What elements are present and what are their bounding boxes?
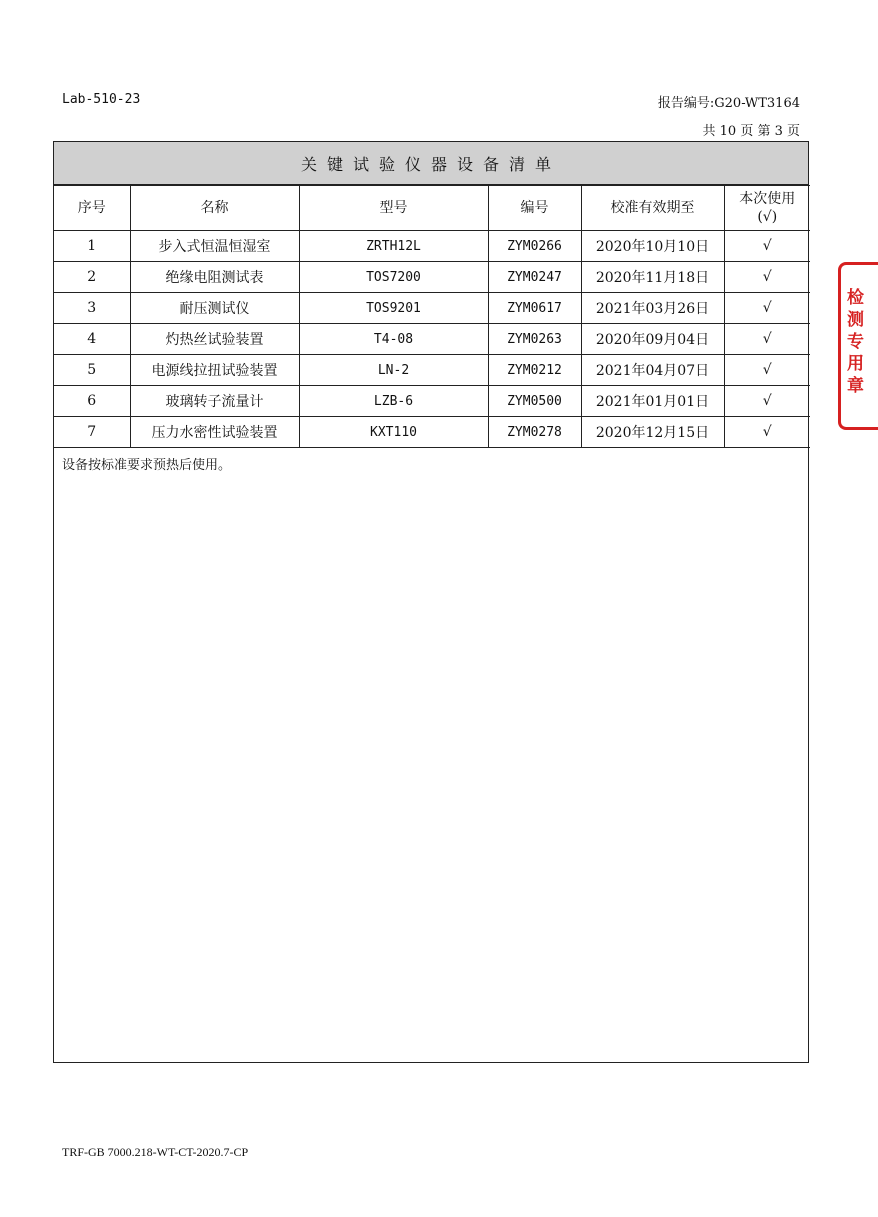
cell-no: 4: [54, 324, 130, 355]
cell-used: √: [724, 355, 810, 386]
cell-name: 电源线拉扭试验装置: [130, 355, 299, 386]
cell-code: ZYM0278: [488, 417, 581, 448]
cell-valid-until: 2020年11月18日: [581, 262, 724, 293]
note-cell: [54, 448, 810, 1061]
table-row: [54, 417, 810, 448]
page-info: 共 10 页 第 3 页: [702, 124, 800, 139]
cell-model: LN-2: [299, 355, 488, 386]
cell-valid-until: 2020年12月15日: [581, 417, 724, 448]
cell-code: ZYM0500: [488, 386, 581, 417]
note-text: 设备按标准要求预热后使用。: [62, 458, 232, 473]
cell-name: 耐压测试仪: [130, 293, 299, 324]
cell-used: √: [724, 293, 810, 324]
cell-valid-until: 2021年01月01日: [581, 386, 724, 417]
table-row: [54, 355, 810, 386]
report-number: [658, 92, 800, 111]
table-title: 关键试验仪器设备清单: [54, 142, 808, 185]
cell-valid-until: 2020年09月04日: [581, 324, 724, 355]
cell-code: ZYM0617: [488, 293, 581, 324]
col-header-used-label: 本次使用: [739, 191, 796, 207]
table-row: [54, 262, 810, 293]
cell-model: KXT110: [299, 417, 488, 448]
table-row: [54, 231, 810, 262]
cell-name: 灼热丝试验装置: [130, 324, 299, 355]
cell-used: √: [724, 386, 810, 417]
col-header-name: 名称: [130, 186, 299, 231]
cell-code: ZYM0212: [488, 355, 581, 386]
report-number-label: 报告编号:: [657, 96, 715, 111]
cell-code: ZYM0263: [488, 324, 581, 355]
note-row: [54, 448, 810, 1061]
cell-used: √: [724, 262, 810, 293]
col-header-used-mark: (√): [757, 209, 778, 225]
cell-name: 步入式恒温恒湿室: [130, 231, 299, 262]
cell-model: LZB-6: [299, 386, 488, 417]
cell-valid-until: 2021年03月26日: [581, 293, 724, 324]
equipment-list-frame: [53, 141, 809, 1063]
cell-no: 6: [54, 386, 130, 417]
cell-used: √: [724, 324, 810, 355]
cell-used: √: [724, 417, 810, 448]
cell-no: 1: [54, 231, 130, 262]
cell-model: ZRTH12L: [299, 231, 488, 262]
seal-text: 检测专用章: [847, 288, 864, 396]
cell-no: 7: [54, 417, 130, 448]
cell-model: T4-08: [299, 324, 488, 355]
cell-no: 2: [54, 262, 130, 293]
table-row: [54, 324, 810, 355]
cell-model: TOS9201: [299, 293, 488, 324]
cell-model: TOS7200: [299, 262, 488, 293]
report-number-value: G20-WT3164: [714, 96, 800, 111]
table-row: [54, 293, 810, 324]
cell-used: √: [724, 231, 810, 262]
col-header-code: 编号: [488, 186, 581, 231]
table-header-row: [54, 186, 810, 231]
cell-valid-until: 2020年10月10日: [581, 231, 724, 262]
cell-name: 玻璃转子流量计: [130, 386, 299, 417]
cell-valid-until: 2021年04月07日: [581, 355, 724, 386]
cell-code: ZYM0266: [488, 231, 581, 262]
cell-no: 5: [54, 355, 130, 386]
cell-name: 绝缘电阻测试表: [130, 262, 299, 293]
col-header-used: [724, 186, 810, 231]
equipment-table: [54, 185, 810, 1060]
col-header-no: 序号: [54, 186, 130, 231]
cell-code: ZYM0247: [488, 262, 581, 293]
col-header-model: 型号: [299, 186, 488, 231]
footer-form-code: TRF-GB 7000.218-WT-CT-2020.7-CP: [62, 1145, 249, 1159]
table-row: [54, 386, 810, 417]
cell-name: 压力水密性试验装置: [130, 417, 299, 448]
col-header-valid-until: 校准有效期至: [581, 186, 724, 231]
lab-code: Lab-510-23: [62, 92, 141, 107]
cell-no: 3: [54, 293, 130, 324]
seal-stamp: [838, 262, 878, 430]
